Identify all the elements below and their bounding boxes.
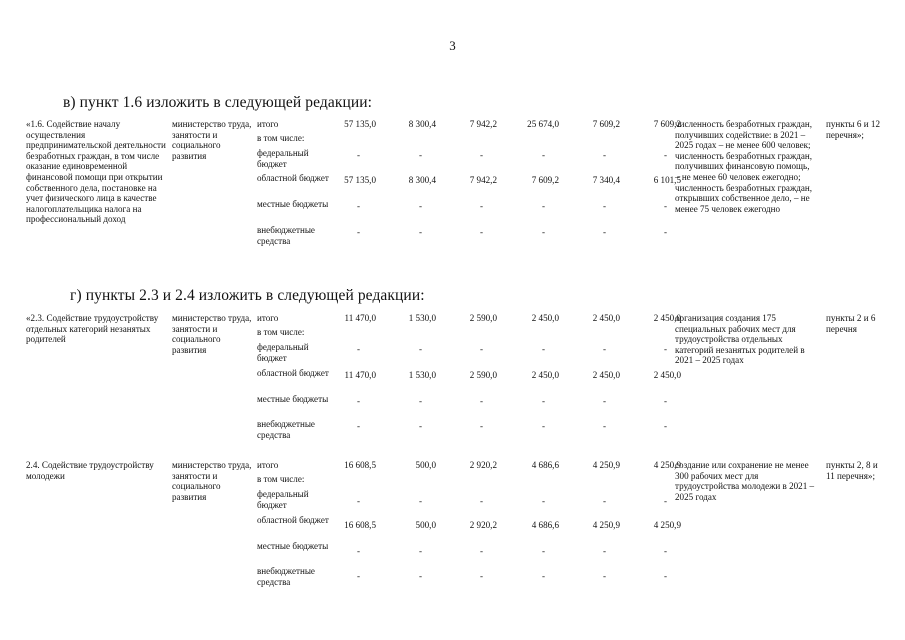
dash: - [480,546,484,556]
row-result: организация создания 175 специальных рабочих мест для трудоустройства отдельных категорий незанятых родителей в 2021 – 2025 годах [675,313,805,366]
label-vnebudzh: внебюджетные средства [257,419,315,440]
label-itogo: итого [257,313,279,323]
dash: - [419,344,423,354]
dash: - [357,496,361,506]
cell: 16 608,5 [344,520,376,530]
label-v-tom-chisle: в том числе: [257,327,305,337]
label-oblast: областной бюджет [257,515,329,525]
row-ref: пункты 2 и 6 перечня [826,313,876,334]
dash: - [480,396,484,406]
dash: - [542,344,546,354]
cell: 2 450,0 [653,370,681,380]
cell: 4 250,9 [592,460,620,470]
dash: - [419,150,423,160]
cell: 8 300,4 [408,119,436,129]
row-ref: пункты 6 и 12 перечня»; [826,119,880,140]
dash: - [603,201,607,211]
cell: 57 135,0 [344,119,376,129]
dash: - [419,396,423,406]
row-executor: министерство труда, занятости и социального развития [172,460,252,502]
dash: - [664,571,668,581]
dash: - [542,396,546,406]
cell: 4 686,6 [531,460,559,470]
cell: 2 450,0 [653,313,681,323]
label-oblast: областной бюджет [257,368,329,378]
dash: - [357,571,361,581]
dash: - [664,201,668,211]
dash: - [664,227,668,237]
row-executor: министерство труда, занятости и социального развития [172,119,252,161]
row-result: создание или сохранение не менее 300 рабочих мест для трудоустройства молодежи в 2021 – 2025 годах [675,460,815,502]
cell: 2 590,0 [469,313,497,323]
dash: - [542,201,546,211]
dash: - [542,546,546,556]
cell: 57 135,0 [344,175,376,185]
dash: - [480,227,484,237]
cell: 4 686,6 [531,520,559,530]
dash: - [357,396,361,406]
label-mestnye: местные бюджеты [257,541,329,551]
dash: - [542,150,546,160]
label-vnebudzh: внебюджетные средства [257,566,315,587]
label-mestnye: местные бюджеты [257,199,329,209]
cell: 11 470,0 [344,313,376,323]
dash: - [480,201,484,211]
label-federal: федеральный бюджет [257,148,309,169]
dash: - [603,421,607,431]
label-itogo: итого [257,460,279,470]
dash: - [480,150,484,160]
dash: - [603,496,607,506]
label-federal: федеральный бюджет [257,489,309,510]
dash: - [603,546,607,556]
dash: - [664,150,668,160]
dash: - [480,421,484,431]
heading-g: г) пункты 2.3 и 2.4 изложить в следующей редакции: [70,287,425,304]
dash: - [542,421,546,431]
dash: - [542,227,546,237]
cell: 2 450,0 [592,370,620,380]
dash: - [603,344,607,354]
cell: 4 250,9 [592,520,620,530]
cell: 7 942,2 [469,119,497,129]
dash: - [603,396,607,406]
dash: - [664,396,668,406]
dash: - [357,344,361,354]
cell: 2 920,2 [469,520,497,530]
dash: - [357,150,361,160]
page-number: 3 [449,38,456,53]
cell: 500,0 [415,520,436,530]
cell: 8 300,4 [408,175,436,185]
cell: 16 608,5 [344,460,376,470]
row-name: «2.3. Содействие трудоустройству отдельных категорий незанятых родителей [26,313,159,345]
cell: 1 530,0 [408,370,436,380]
cell: 25 674,0 [527,119,559,129]
cell: 7 609,2 [653,119,681,129]
dash: - [664,546,668,556]
dash: - [419,571,423,581]
cell: 4 250,9 [653,460,681,470]
row-name: 2.4. Содействие трудоустройству молодежи [26,460,154,481]
cell: 500,0 [415,460,436,470]
label-itogo: итого [257,119,279,129]
cell: 2 450,0 [531,313,559,323]
cell: 2 590,0 [469,370,497,380]
heading-v: в) пункт 1.6 изложить в следующей редакции: [63,94,373,111]
dash: - [542,496,546,506]
cell: 6 101,5 [653,175,681,185]
dash: - [664,421,668,431]
dash: - [419,201,423,211]
dash: - [357,201,361,211]
dash: - [664,344,668,354]
dash: - [480,344,484,354]
dash: - [419,496,423,506]
cell: 1 530,0 [408,313,436,323]
label-oblast: областной бюджет [257,173,329,183]
label-mestnye: местные бюджеты [257,394,329,404]
cell: 7 609,2 [531,175,559,185]
dash: - [357,227,361,237]
dash: - [664,496,668,506]
dash: - [542,571,546,581]
label-vnebudzh: внебюджетные средства [257,225,315,246]
label-federal: федеральный бюджет [257,342,309,363]
dash: - [603,571,607,581]
dash: - [357,421,361,431]
row-result: численность безработных граждан, получивших содействие: в 2021 – 2025 годах – не менее 600 человек; численность безработных граждан, получивших финансовую помощь, – не менее 60 человек ежегодно; численность безработных граждан, открывших собственное дело, – не менее 75 человек ежегодно [675,119,813,214]
cell: 7 340,4 [592,175,620,185]
dash: - [419,227,423,237]
cell: 7 942,2 [469,175,497,185]
cell: 4 250,9 [653,520,681,530]
row-ref: пункты 2, 8 и 11 перечня»; [826,460,878,481]
dash: - [419,421,423,431]
dash: - [357,546,361,556]
cell: 2 450,0 [592,313,620,323]
cell: 11 470,0 [344,370,376,380]
cell: 2 450,0 [531,370,559,380]
label-v-tom-chisle: в том числе: [257,474,305,484]
dash: - [480,496,484,506]
dash: - [603,227,607,237]
dash: - [419,546,423,556]
label-v-tom-chisle: в том числе: [257,133,305,143]
cell: 7 609,2 [592,119,620,129]
row-executor: министерство труда, занятости и социального развития [172,313,252,355]
dash: - [603,150,607,160]
dash: - [480,571,484,581]
cell: 2 920,2 [469,460,497,470]
row-name: «1.6. Содействие началу осуществления предпринимательской деятельности безработных граждан, в том числе оказание единовременной финансовой помощи при открытии собственного дела, постановке на учет физического лица в качестве налогоплательщика налога на профессиональный доход [26,119,166,225]
